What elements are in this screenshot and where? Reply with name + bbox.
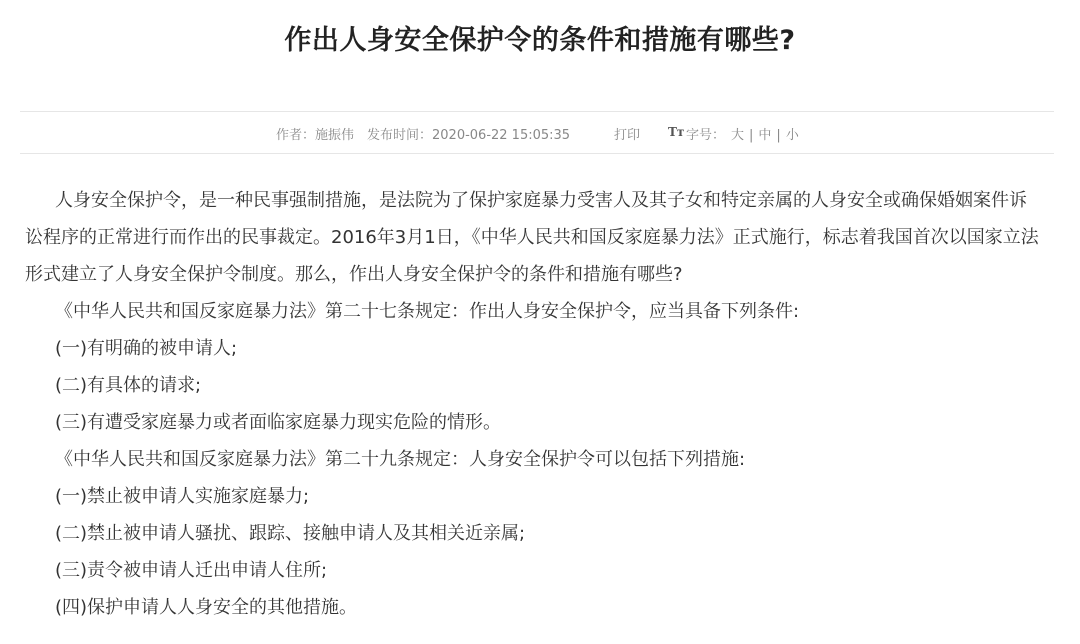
article-title: 作出人身安全保护令的条件和措施有哪些? xyxy=(284,25,796,56)
print-button[interactable]: 打印 xyxy=(614,128,641,143)
measure-item: (一)禁止被申请人实施家庭暴力; xyxy=(55,486,310,507)
article-body xyxy=(25,187,1055,631)
paragraph-line: 形式建立了人身安全保护令制度。那么，作出人身安全保护令的条件和措施有哪些? xyxy=(25,264,683,285)
font-size-options xyxy=(731,124,799,143)
law-article-29-intro: 《中华人民共和国反家庭暴力法》第二十九条规定：人身安全保护令可以包括下列措施: xyxy=(55,449,746,470)
separator: | xyxy=(749,128,754,143)
law-article-27-intro: 《中华人民共和国反家庭暴力法》第二十七条规定：作出人身安全保护令，应当具备下列条件: xyxy=(55,301,800,322)
condition-item: (一)有明确的被申请人; xyxy=(55,338,238,359)
paragraph-line: 人身安全保护令，是一种民事强制措施，是法院为了保护家庭暴力受害人及其子女和特定亲属的人身安全或确保婚姻案件诉 xyxy=(55,190,1027,211)
condition-item: (二)有具体的请求; xyxy=(55,375,202,396)
font-size-small-button[interactable]: 小 xyxy=(785,128,799,143)
font-size-label: 字号： xyxy=(686,128,726,143)
publish-time: 发布时间：2020-06-22 15:05:35 xyxy=(367,128,571,143)
meta-divider-bottom xyxy=(20,153,1054,154)
condition-item: (三)有遭受家庭暴力或者面临家庭暴力现实危险的情形。 xyxy=(55,412,502,433)
measure-item: (四)保护申请人人身安全的其他措施。 xyxy=(55,597,358,618)
measure-item: (三)责令被申请人迁出申请人住所; xyxy=(55,560,328,581)
font-size-medium-button[interactable]: 中 xyxy=(758,128,772,143)
font-size-large-button[interactable]: 大 xyxy=(731,128,745,143)
paragraph-line: 讼程序的正常进行而作出的民事裁定。2016年3月1日，《中华人民共和国反家庭暴力法》正式施行，标志着我国首次以国家立法 xyxy=(25,227,1039,248)
author-text: 作者：施振伟 xyxy=(276,128,355,143)
separator: | xyxy=(776,128,781,143)
meta-divider-top xyxy=(20,111,1054,112)
measure-item: (二)禁止被申请人骚扰、跟踪、接触申请人及其相关近亲属; xyxy=(55,523,526,544)
font-size-icon: Tт xyxy=(668,125,685,139)
